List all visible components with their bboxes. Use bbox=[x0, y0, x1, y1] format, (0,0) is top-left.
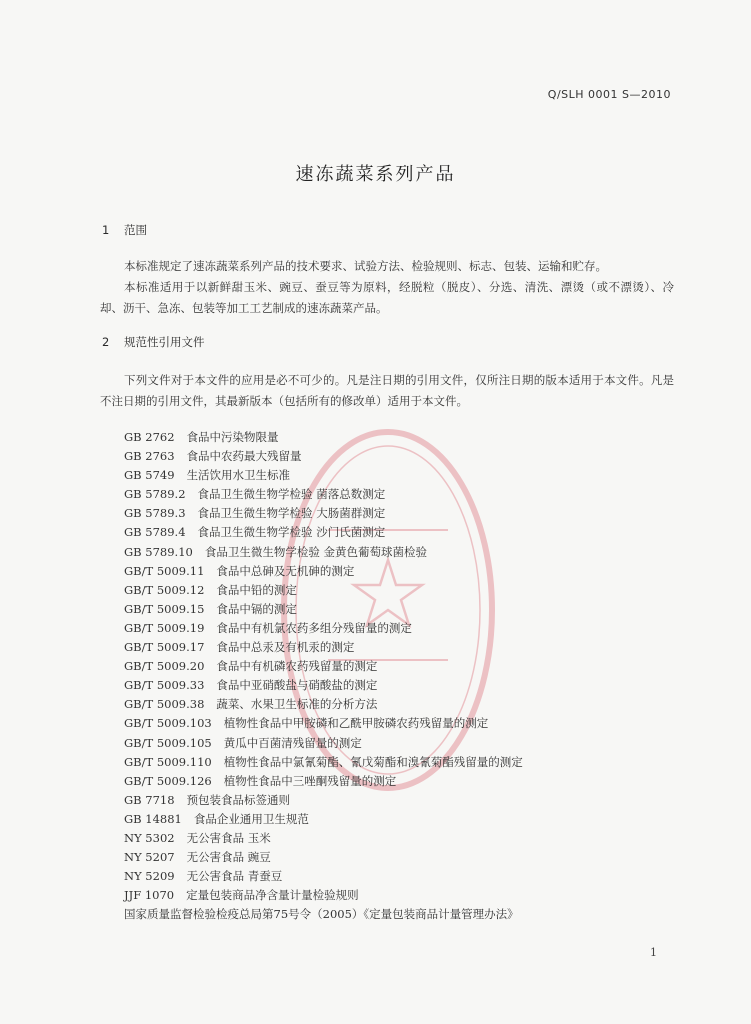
reference-item bbox=[124, 543, 684, 562]
reference-item bbox=[124, 485, 684, 504]
reference-item bbox=[124, 523, 684, 542]
reference-title: 食品卫生微生物学检验 菌落总数测定 bbox=[197, 487, 386, 502]
page-number: 1 bbox=[650, 946, 657, 959]
reference-code: GB 5789.10 bbox=[124, 544, 193, 559]
reference-code: NY 5207 bbox=[124, 850, 175, 865]
section-heading-normative-references bbox=[102, 334, 205, 350]
reference-title: 植物性食品中三唑酮残留量的测定 bbox=[223, 773, 397, 788]
reference-title: 食品中铅的测定 bbox=[216, 582, 297, 597]
reference-code: GB/T 5009.38 bbox=[124, 697, 205, 712]
reference-title: 国家质量监督检验检疫总局第75号令（2005）《定量包装商品计量管理办法》 bbox=[124, 907, 519, 922]
reference-title: 食品卫生微生物学检验 大肠菌群测定 bbox=[197, 506, 386, 521]
section-title: 规范性引用文件 bbox=[124, 335, 205, 349]
reference-code: GB/T 5009.19 bbox=[124, 620, 205, 635]
reference-item bbox=[124, 600, 684, 619]
reference-title: 植物性食品中甲胺磷和乙酰甲胺磷农药残留量的测定 bbox=[223, 716, 489, 731]
reference-item bbox=[124, 676, 684, 695]
reference-title: 食品卫生微生物学检验 金黄色葡萄球菌检验 bbox=[204, 544, 428, 559]
reference-item bbox=[124, 772, 684, 791]
reference-item bbox=[124, 829, 684, 848]
reference-code: GB 2762 bbox=[124, 430, 175, 444]
reference-item bbox=[124, 562, 684, 581]
reference-title: 食品中镉的测定 bbox=[216, 601, 297, 616]
document-title: 速冻蔬菜系列产品 bbox=[295, 164, 456, 185]
reference-code: NY 5209 bbox=[124, 869, 175, 884]
section-number: 1 bbox=[102, 223, 110, 237]
reference-item bbox=[124, 753, 684, 772]
reference-code: GB 2763 bbox=[124, 449, 175, 464]
reference-code: GB 5789.2 bbox=[124, 487, 186, 502]
reference-title: 定量包装商品净含量计量检验规则 bbox=[186, 888, 359, 903]
reference-title: 食品中有机磷农药残留量的测定 bbox=[216, 659, 378, 674]
reference-title: 食品中有机氯农药多组分残留量的测定 bbox=[216, 620, 412, 635]
reference-code: GB/T 5009.126 bbox=[124, 773, 212, 788]
reference-code: NY 5302 bbox=[124, 830, 175, 845]
reference-item bbox=[124, 791, 684, 810]
reference-item bbox=[124, 657, 684, 676]
reference-title: 蔬菜、水果卫生标准的分析方法 bbox=[216, 697, 378, 712]
reference-code: GB/T 5009.17 bbox=[124, 640, 205, 655]
reference-item bbox=[124, 714, 684, 733]
reference-item bbox=[124, 638, 684, 657]
reference-code: GB/T 5009.110 bbox=[124, 754, 212, 769]
reference-code: GB 5749 bbox=[124, 468, 175, 483]
reference-code: GB/T 5009.103 bbox=[124, 716, 212, 731]
reference-item bbox=[124, 734, 684, 753]
reference-title: 植物性食品中氯氰菊酯、氰戊菊酯和溴氰菊酯残留量的测定 bbox=[223, 754, 523, 769]
section-heading-scope bbox=[102, 222, 147, 238]
reference-item bbox=[124, 810, 684, 829]
section-number: 2 bbox=[102, 335, 110, 349]
reference-code: GB/T 5009.105 bbox=[124, 735, 212, 750]
reference-title: 生活饮用水卫生标准 bbox=[186, 468, 291, 483]
reference-title: 食品中总汞及有机汞的测定 bbox=[216, 640, 355, 655]
standard-code: Q/SLH 0001 S—2010 bbox=[547, 88, 671, 101]
scope-paragraph-1: 本标准规定了速冻蔬菜系列产品的技术要求、试验方法、检验规则、标志、包装、运输和贮存。 bbox=[124, 259, 607, 273]
reference-title: 食品中污染物限量 bbox=[186, 430, 279, 444]
reference-item bbox=[124, 581, 684, 600]
reference-title: 无公害食品 豌豆 bbox=[186, 850, 271, 865]
reference-title: 黄瓜中百菌清残留量的测定 bbox=[223, 735, 362, 750]
section-title: 范围 bbox=[124, 223, 147, 237]
reference-item bbox=[124, 886, 684, 905]
reference-item bbox=[124, 848, 684, 867]
reference-title: 食品中总砷及无机砷的测定 bbox=[216, 563, 355, 578]
reference-item bbox=[124, 619, 684, 638]
reference-code: GB/T 5009.11 bbox=[124, 563, 205, 578]
reference-code: GB 5789.4 bbox=[124, 525, 186, 540]
reference-code: GB 7718 bbox=[124, 792, 175, 807]
reference-item bbox=[124, 447, 684, 466]
reference-title: 食品企业通用卫生规范 bbox=[193, 811, 309, 826]
references-intro-paragraph: 下列文件对于本文件的应用是必不可少的。凡是注日期的引用文件，仅所注日期的版本适用于本文件。凡是不注日期的引用文件，其最新版本（包括所有的修改单）适用于本文件。 bbox=[100, 373, 674, 408]
scope-paragraph-2: 本标准适用于以新鲜甜玉米、豌豆、蚕豆等为原料，经脱粒（脱皮）、分选、清洗、漂烫（或不漂烫）、冷却、沥干、急冻、包装等加工工艺制成的速冻蔬菜产品。 bbox=[100, 280, 674, 315]
reference-code: GB 5789.3 bbox=[124, 506, 186, 521]
reference-title: 无公害食品 青蚕豆 bbox=[186, 869, 283, 884]
reference-item bbox=[124, 466, 684, 485]
reference-list bbox=[124, 428, 684, 924]
reference-title: 预包装食品标签通则 bbox=[186, 792, 291, 807]
reference-code: GB/T 5009.33 bbox=[124, 678, 205, 693]
reference-code: GB 14881 bbox=[124, 811, 182, 826]
reference-code: JJF 1070 bbox=[124, 888, 175, 903]
reference-item bbox=[124, 867, 684, 886]
reference-title: 食品中亚硝酸盐与硝酸盐的测定 bbox=[216, 678, 378, 693]
reference-item bbox=[124, 905, 684, 924]
reference-item bbox=[124, 695, 684, 714]
reference-item bbox=[124, 504, 684, 523]
reference-code: GB/T 5009.20 bbox=[124, 659, 205, 674]
reference-title: 食品中农药最大残留量 bbox=[186, 449, 302, 464]
reference-title: 食品卫生微生物学检验 沙门氏菌测定 bbox=[197, 525, 386, 540]
reference-item bbox=[124, 428, 684, 447]
reference-title: 无公害食品 玉米 bbox=[186, 830, 271, 845]
reference-code: GB/T 5009.12 bbox=[124, 582, 205, 597]
reference-code: GB/T 5009.15 bbox=[124, 601, 205, 616]
